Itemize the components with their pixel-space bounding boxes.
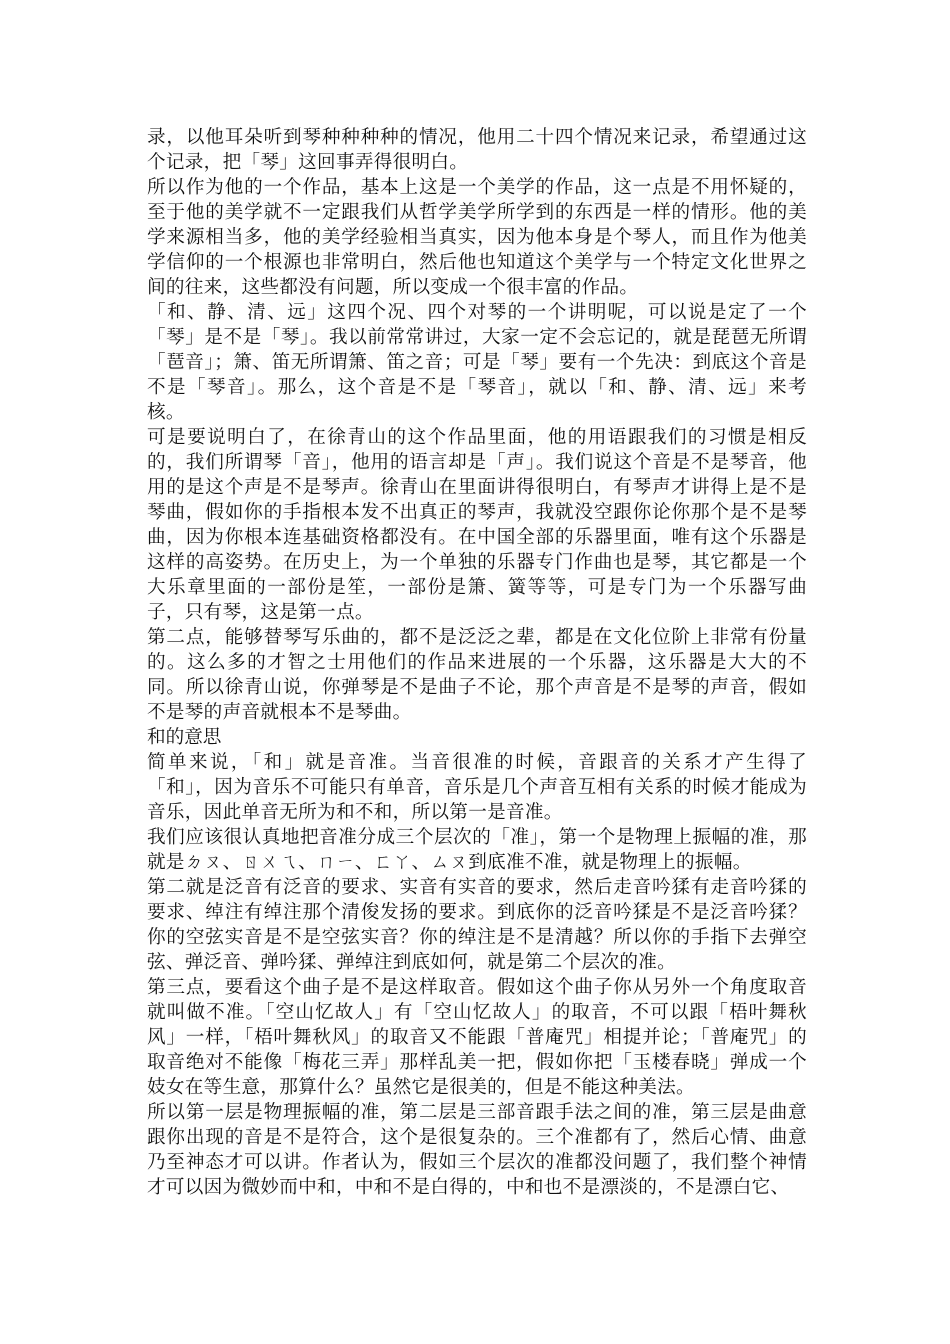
paragraph: 所以第一层是物理振幅的准，第二层是三部音跟手法之间的准，第三层是曲意跟你出现的音是不是符合，这个是很复杂的。三个准都有了，然后心情、曲意乃至神态才可以讲。作者认为，假如三个层次的准都没问题了，我们整个神情才可以因为微妙而中和，中和不是白得的，中和也不是漂淡的，不是漂白它、 (147, 1102, 807, 1198)
document-page (147, 125, 807, 1200)
paragraph: 录，以他耳朵听到琴种种种种的情况，他用二十四个情况来记录，希望通过这个记录，把「琴」这回事弄得很明白。 (147, 127, 807, 173)
paragraph: 可是要说明白了，在徐青山的这个作品里面，他的用语跟我们的习惯是相反的，我们所谓琴「音」，他用的语言却是「声」。我们说这个音是不是琴音，他用的是这个声是不是琴声。徐青山在里面讲得很明白，有琴声才讲得上是不是琴曲，假如你的手指根本发不出真正的琴声，我就没空跟你论你那个是不是琴曲，因为你根本连基础资格都没有。在中国全部的乐器里面，唯有这个乐器是这样的高姿势。在历史上，为一个单独的乐器专门作曲也是琴，其它都是一个大乐章里面的一部份是笙，一部份是箫、簧等等，可是专门为一个乐器写曲子，只有琴，这是第一点。 (147, 427, 807, 623)
paragraph: 第二就是泛音有泛音的要求、实音有实音的要求，然后走音吟猱有走音吟猱的要求、绰注有绰注那个清俊发扬的要求。到底你的泛音吟猱是不是泛音吟猱？你的空弦实音是不是空弦实音？你的绰注是不是清越？所以你的手指下去弹空弦、弹泛音、弹吟猱、弹绰注到底如何，就是第二个层次的准。 (147, 877, 807, 973)
paragraph: 所以作为他的一个作品，基本上这是一个美学的作品，这一点是不用怀疑的，至于他的美学就不一定跟我们从哲学美学所学到的东西是一样的情形。他的美学来源相当多，他的美学经验相当真实，因为他本身是个琴人，而且作为他美学信仰的一个根源也非常明白，然后他也知道这个美学与一个特定文化世界之间的往来，这些都没有问题，所以变成一个很丰富的作品。 (147, 177, 807, 298)
paragraph: 我们应该很认真地把音准分成三个层次的「准」，第一个是物理上振幅的准，那就是ㄉㄡ、ㄖㄨㄟ、ㄇㄧ、ㄈㄚ、ㄙㄡ到底准不准，就是物理上的振幅。 (147, 827, 807, 873)
section-heading: 和的意思 (147, 727, 222, 748)
paragraph: 第二点，能够替琴写乐曲的，都不是泛泛之辈，都是在文化位阶上非常有份量的。这么多的才智之士用他们的作品来进展的一个乐器，这乐器是大大的不同。所以徐青山说，你弹琴是不是曲子不论，那个声音是不是琴的声音，假如不是琴的声音就根本不是琴曲。 (147, 627, 807, 723)
paragraph: 第三点，要看这个曲子是不是这样取音。假如这个曲子你从另外一个角度取音就叫做不准。「空山忆故人」有「空山忆故人」的取音，不可以跟「梧叶舞秋风」一样，「梧叶舞秋风」的取音又不能跟「普庵咒」相提并论；「普庵咒」的取音绝对不能像「梅花三弄」那样乱美一把，假如你把「玉楼春晓」弹成一个妓女在等生意，那算什么？虽然它是很美的，但是不能这种美法。 (147, 977, 807, 1098)
paragraph: 简单来说，「和」就是音准。当音很准的时候，音跟音的关系才产生得了「和」，因为音乐不可能只有单音，音乐是几个声音互相有关系的时候才能成为音乐，因此单音无所为和不和，所以第一是音准。 (147, 752, 807, 823)
paragraph: 「和、静、清、远」这四个况、四个对琴的一个讲明呢，可以说是定了一个「琴」是不是「琴」。我以前常常讲过，大家一定不会忘记的，就是琵琶无所谓「琶音」；箫、笛无所谓箫、笛之音；可是「琴」要有一个先决：到底这个音是不是「琴音」。那么，这个音是不是「琴音」，就以「和、静、清、远」来考核。 (147, 302, 807, 423)
